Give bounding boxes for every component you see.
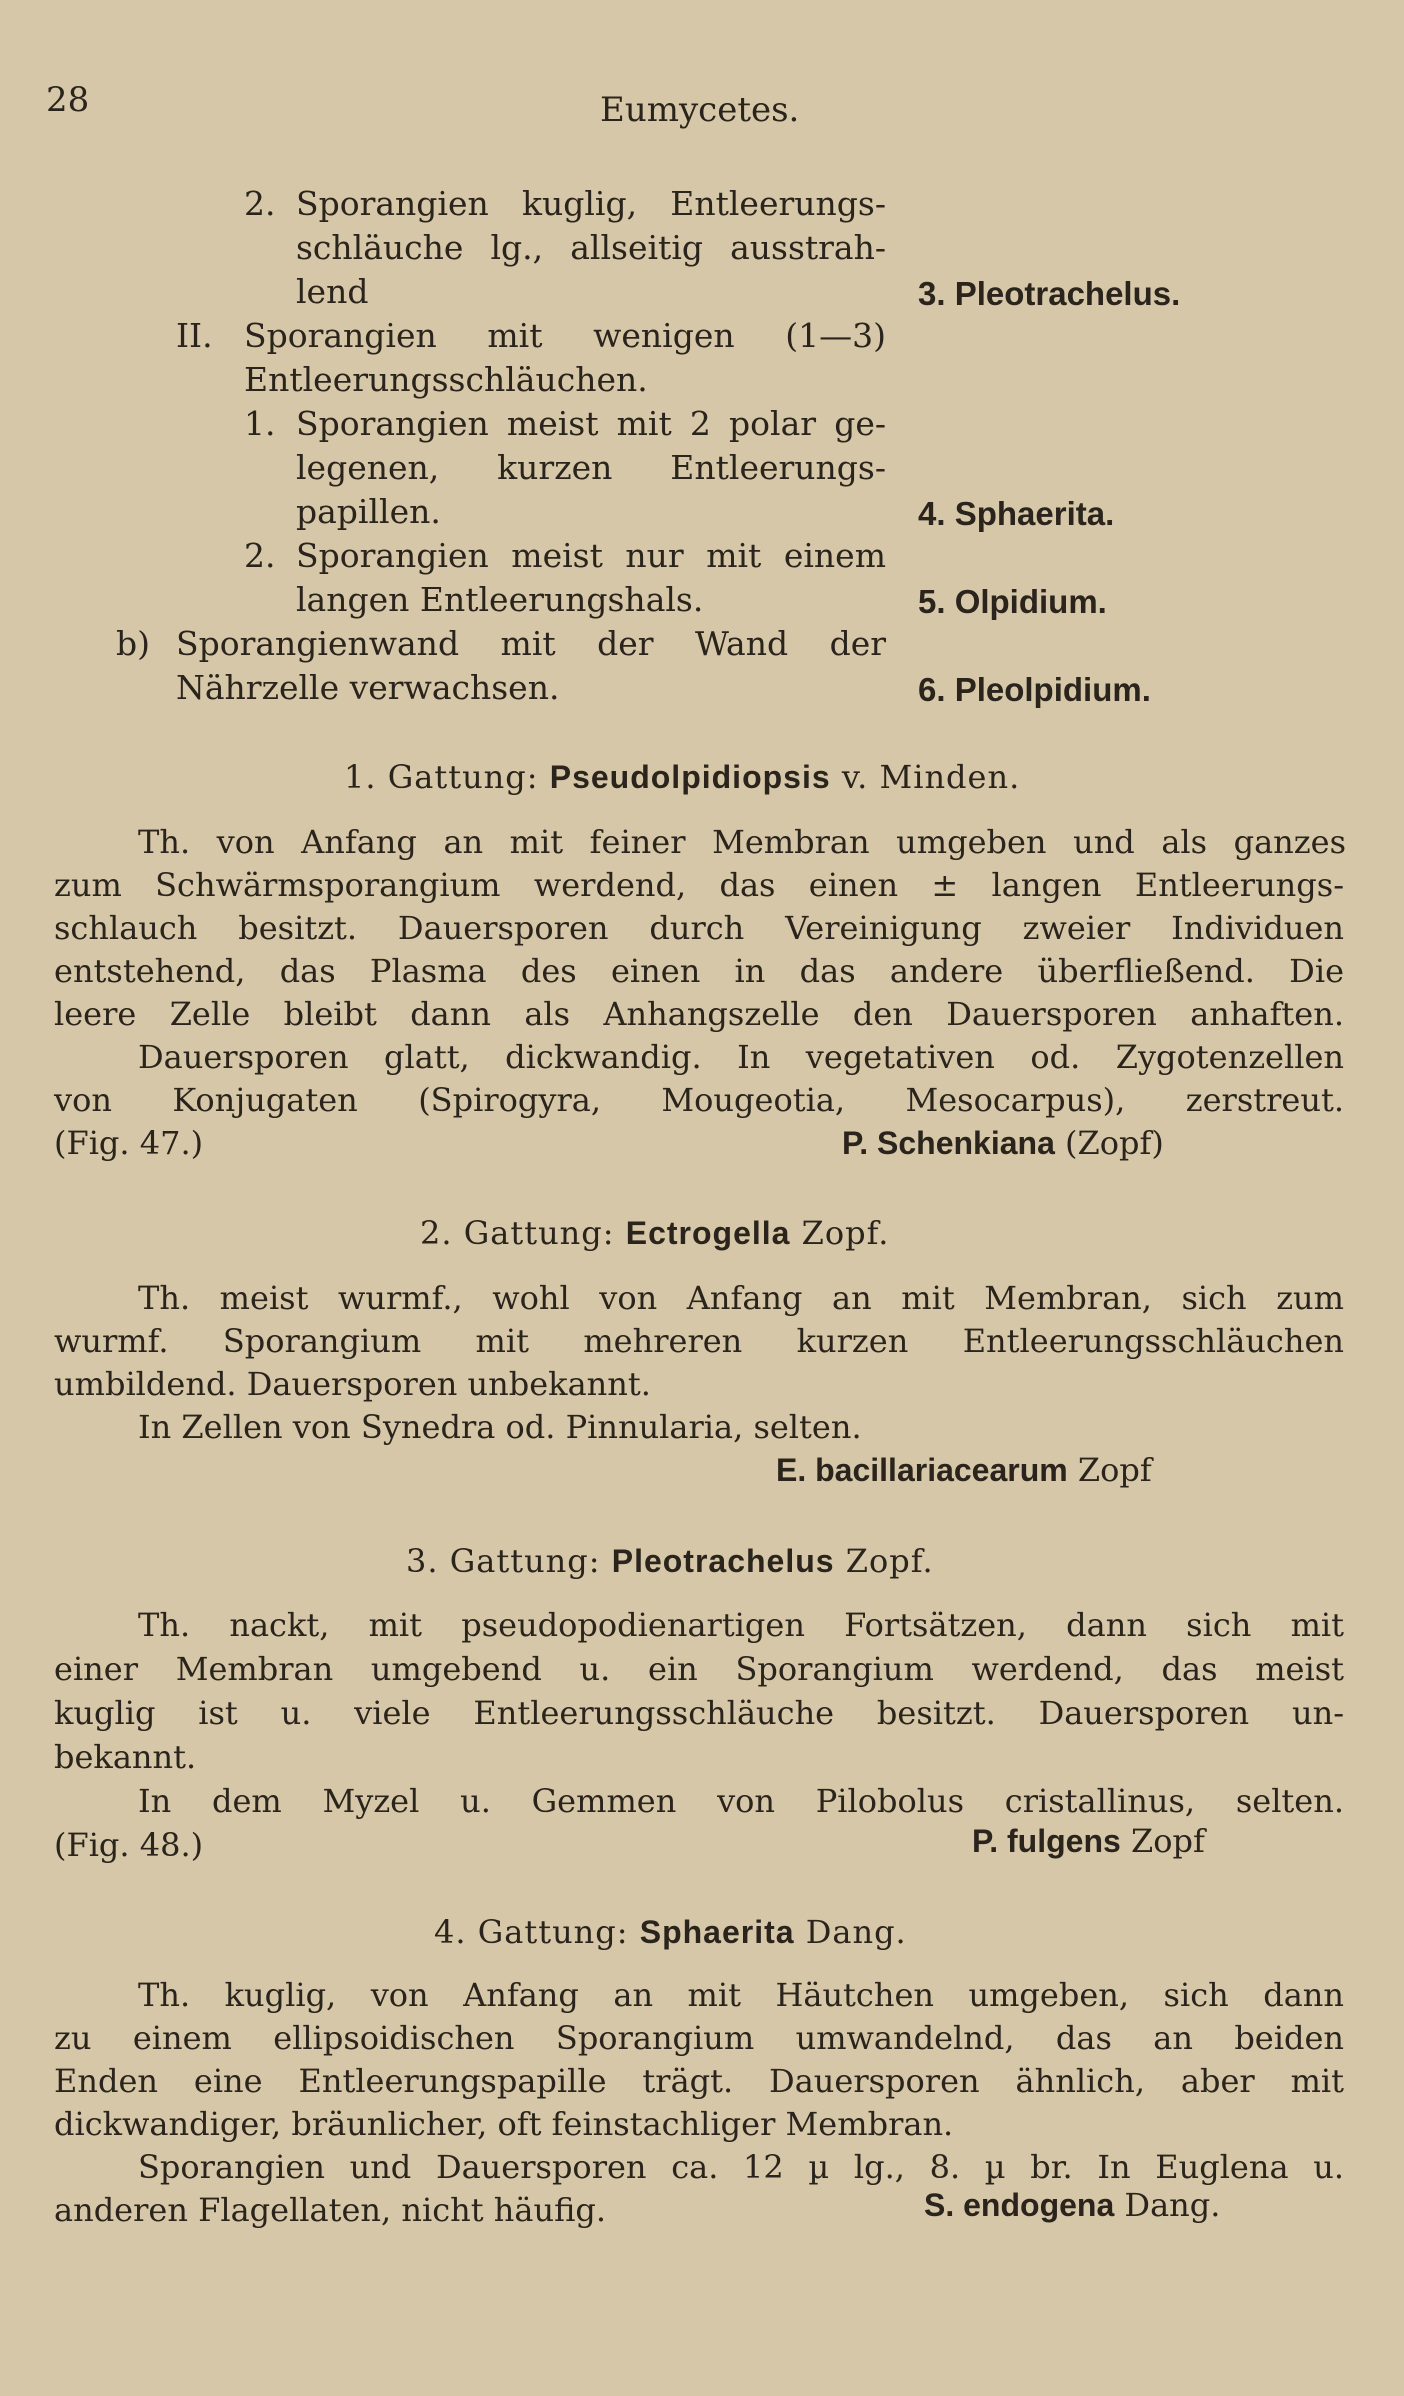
genus-author: Zopf. [801,1214,890,1252]
text-line: dickwandiger, bräunlicher, oft feinstachliger Membran. [54,2105,954,2143]
text-line: kuglig ist u. viele Entleerungsschläuche besitzt. Dauersporen un- [54,1694,1344,1732]
key-result: 4. Sphaerita. [918,495,1115,532]
key-line: Sporangienwand mit der Wand der [176,624,886,663]
running-title: Eumycetes. [600,90,800,130]
species-name: S. endogena [924,2187,1115,2223]
species-author: Zopf [1130,1822,1205,1860]
key-number: 1. [244,404,276,443]
text-line: bekannt. [54,1738,197,1776]
key-line: Nährzelle verwachsen. [176,668,560,707]
genus-author: v. Minden. [841,758,1021,796]
species-name: P. Schenkiana [842,1125,1055,1161]
genus-name: Sphaerita [639,1914,795,1950]
genus-heading [420,1214,889,1252]
text-line: In dem Myzel u. Gemmen von Pilobolus cristallinus, selten. [138,1782,1344,1820]
text-line: zum Schwärmsporangium werdend, das einen ± langen Entleerungs- [54,866,1344,904]
species-name-line [924,2186,1220,2224]
text-line: Th. meist wurmf., wohl von Anfang an mit Membran, sich zum [138,1279,1344,1317]
text-line: In Zellen von Synedra od. Pinnularia, selten. [138,1408,862,1446]
genus-heading-prefix: 4. Gattung: [434,1913,629,1951]
genus-heading [344,758,1020,796]
key-line: lend [296,272,369,311]
text-line: entstehend, das Plasma des einen in das andere überfließend. Die [54,952,1344,990]
text-line: Enden eine Entleerungspapille trägt. Dauersporen ähnlich, aber mit [54,2062,1344,2100]
key-number: b) [116,624,150,663]
text-line: zu einem ellipsoidischen Sporangium umwandelnd, das an beiden [54,2019,1344,2057]
text-line: Dauersporen glatt, dickwandig. In vegetativen od. Zygotenzellen [138,1038,1344,1076]
species-name: E. bacillariacearum [776,1452,1068,1488]
text-line: Th. nackt, mit pseudopodienartigen Fortsätzen, dann sich mit [138,1606,1344,1644]
text-line: leere Zelle bleibt dann als Anhangszelle den Dauersporen anhaften. [54,995,1344,1033]
genus-heading [434,1913,907,1951]
key-line: Sporangien kuglig, Entleerungs- [296,184,886,223]
key-number: 2. [244,536,276,575]
key-line: schläuche lg., allseitig ausstrah- [296,228,886,267]
genus-heading [406,1542,934,1580]
text-line: von Konjugaten (Spirogyra, Mougeotia, Mesocarpus), zerstreut. [54,1081,1344,1119]
genus-author: Zopf. [845,1542,934,1580]
species-name: P. fulgens [972,1823,1121,1859]
text-line: Th. von Anfang an mit feiner Membran umgeben und als ganzes [138,823,1346,861]
text-line: wurmf. Sporangium mit mehreren kurzen Entleerungsschläuchen [54,1322,1344,1360]
key-line: Sporangien mit wenigen (1—3) [244,316,886,355]
key-result: 6. Pleolpidium. [918,671,1151,708]
text-line: umbildend. Dauersporen unbekannt. [54,1365,651,1403]
text-line: einer Membran umgebend u. ein Sporangium werdend, das meist [54,1650,1344,1688]
text-line: anderen Flagellaten, nicht häufig. [54,2191,607,2229]
genus-heading-prefix: 3. Gattung: [406,1542,601,1580]
key-number: II. [176,316,213,355]
genus-name: Ectrogella [625,1215,791,1251]
key-line: Sporangien meist mit 2 polar ge- [296,404,886,443]
species-name-line [972,1822,1205,1860]
key-line: legenen, kurzen Entleerungs- [296,448,886,487]
genus-name: Pseudolpidiopsis [549,759,831,795]
species-author: Zopf [1077,1451,1152,1489]
text-line: (Fig. 48.) [54,1826,204,1864]
text-line: (Fig. 47.) [54,1124,204,1162]
genus-heading-prefix: 2. Gattung: [420,1214,615,1252]
key-number: 2. [244,184,276,223]
genus-author: Dang. [805,1913,907,1951]
genus-name: Pleotrachelus [611,1543,835,1579]
text-line: Sporangien und Dauersporen ca. 12 µ lg., 8. µ br. In Euglena u. [138,2148,1344,2186]
key-line: Entleerungsschläuchen. [244,360,648,399]
species-author: (Zopf) [1065,1124,1164,1162]
key-result: 5. Olpidium. [918,583,1107,620]
species-author: Dang. [1124,2186,1221,2224]
text-line: Th. kuglig, von Anfang an mit Häutchen umgeben, sich dann [138,1976,1344,2014]
page-number: 28 [46,80,90,120]
key-line: Sporangien meist nur mit einem [296,536,886,575]
key-result: 3. Pleotrachelus. [918,275,1181,312]
text-line: schlauch besitzt. Dauersporen durch Vereinigung zweier Individuen [54,909,1344,947]
species-name-line [842,1124,1164,1162]
key-line: langen Entleerungshals. [296,580,704,619]
key-line: papillen. [296,492,441,531]
genus-heading-prefix: 1. Gattung: [344,758,539,796]
species-name-line [776,1451,1152,1489]
